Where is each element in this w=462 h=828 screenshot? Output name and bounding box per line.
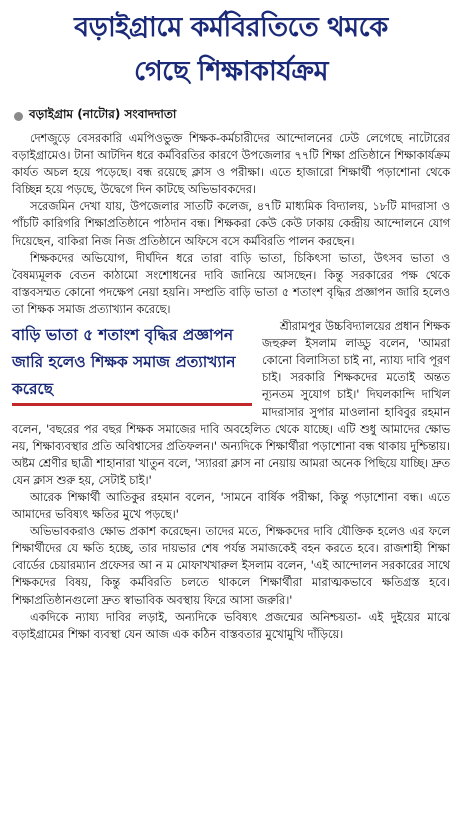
- headline-line-2: গেছে শিক্ষাকার্যক্রম: [133, 56, 328, 87]
- paragraph: শ্রীরামপুর উচ্চবিদ্যালয়ের প্রধান শিক্ষক জহুরুল ইসলাম লাড্ডু বলেন, 'আমরা কোনো বিলাসিতা চাই না, ন্যায্য দাবি পূরণ চাই। সরকারি শিক্ষকদের মতোই অন্তত ন্যূনতম সুযোগ চাই।' দিঘলকান্দি দাখিল মাদরাসার সুপার মাওলানা হাবিবুর রহমান বলেন, 'বছরের পর বছর শিক্ষক সমাজের দাবি অবহেলিত থেকে যাচ্ছে। এটি শুধু আমাদের ক্ষোভ নয়, শিক্ষাব্যবস্থার প্রতি অবিশ্বাসের প্রতিফলন।' অন্যদিকে শিক্ষার্থীরা পড়াশোনা বন্ধ থাকায় দুশ্চিন্তায়। অষ্টম শ্রেণীর ছাত্রী শাহানারা খাতুন বলে, 'স্যাররা ক্লাস না নেয়ায় আমরা অনেক পিছিয়ে যাচ্ছি। দ্রুত যেন ক্লাস শুরু হয়, সেটাই চাই।': [12, 320, 450, 487]
- paragraph: শিক্ষকদের অভিযোগ, দীর্ঘদিন ধরে তারা বাড়ি ভাতা, চিকিৎসা ভাতা, উৎসব ভাতা ও বৈষম্যমূলক বেতন কাঠামো সংশোধনের দাবি জানিয়ে আসছেন। কিন্তু সরকারের পক্ষ থেকে বাস্তবসম্মত কোনো পদক্ষেপ নেয়া হয়নি। সম্প্রতি বাড়ি ভাতা ৫ শতাংশ বৃদ্ধির প্রজ্ঞাপন জারি হলেও তা শিক্ষক সমাজ প্রত্যাখ্যান করেছে।: [12, 251, 450, 316]
- dateline: [14, 106, 450, 126]
- paragraph: অভিভাবকরাও ক্ষোভ প্রকাশ করেছেন। তাদের মতে, শিক্ষকদের দাবি যৌক্তিক হলেও এর ফলে শিক্ষার্থীদের যে ক্ষতি হচ্ছে, তার দায়ভার শেষ পর্যন্ত সমাজকেই বহন করতে হবে। রাজশাহী শিক্ষা বোর্ডের চেয়ারম্যান প্রফেসর আ ন ম মোফাখখারুল ইসলাম বলেন, 'এই আন্দোলন সরকারের সাথে শিক্ষকদের বিষয়, কিন্তু কর্মবিরতি চলতে থাকলে শিক্ষার্থীরা মারাত্মকভাবে ক্ষতিগ্রস্ত হবে। শিক্ষাপ্রতিষ্ঠানগুলো দ্রুত স্বাভাবিক অবস্থায় ফিরে আসা জরুরি।': [12, 525, 450, 607]
- pull-quote-text: বাড়ি ভাতা ৫ শতাংশ বৃদ্ধির প্রজ্ঞাপন জারি হলেও শিক্ষক সমাজ প্রত্যাখ্যান করেছে: [12, 326, 236, 399]
- bullet-dot-icon: [14, 112, 23, 121]
- paragraph: একদিকে ন্যায্য দাবির লড়াই, অন্যদিকে ভবিষ্যৎ প্রজন্মের অনিশ্চয়তা- এই দুইয়ের মাঝে বড়াইগ্রামের শিক্ষা ব্যবস্থা যেন আজ এক কঠিন বাস্তবতার মুখোমুখি দাঁড়িয়ে।: [12, 610, 450, 641]
- dateline-text: বড়াইগ্রাম (নাটোর) সংবাদদাতা: [29, 107, 177, 121]
- headline: [12, 6, 450, 94]
- paragraph: সরেজমিন দেখা যায়, উপজেলার সাতটি কলেজ, ৪৭টি মাধ্যমিক বিদ্যালয়, ১৮টি মাদরাসা ও পাঁচটি কারিগরি শিক্ষাপ্রতিষ্ঠানে পাঠদান বন্ধ। শিক্ষকরা কেউ কেউ ঢাকায় কেন্দ্রীয় আন্দোলনে যোগ দিয়েছেন, বাকিরা নিজ নিজ প্রতিষ্ঠানে অফিসে বসে কর্মবিরতি পালন করছেন।: [12, 200, 450, 248]
- paragraph: আরেক শিক্ষার্থী আতিকুর রহমান বলেন, 'সামনে বার্ষিক পরীক্ষা, কিন্তু পড়াশোনা বন্ধ। এতে আমাদের ভবিষ্যৎ ক্ষতির মুখে পড়ছে।': [12, 490, 450, 522]
- headline-line-1: বড়াইগ্রামে কর্মবিরতিতে থমকে: [74, 12, 388, 43]
- article-body: [12, 130, 450, 643]
- pull-quote-box: [12, 320, 252, 406]
- paragraph: দেশজুড়ে বেসরকারি এমপিওভুক্ত শিক্ষক-কর্মচারীদের আন্দোলনের ঢেউ লেগেছে নাটোরের বড়াইগ্রামেও। টানা আটদিন ধরে কর্মবিরতির কারণে উপজেলার ৭৭টি শিক্ষা প্রতিষ্ঠানে শিক্ষাকার্যক্রম কার্যত অচল হয়ে পড়েছে। বন্ধ রয়েছে ক্লাস ও পরীক্ষা। এতে হাজারো শিক্ষার্থী পড়াশোনা থেকে বিচ্ছিন্ন হয়ে পড়ছে, উদ্বেগে দিন কাটছে অভিভাবকদের।: [12, 132, 450, 197]
- quote-wrap: [12, 318, 450, 489]
